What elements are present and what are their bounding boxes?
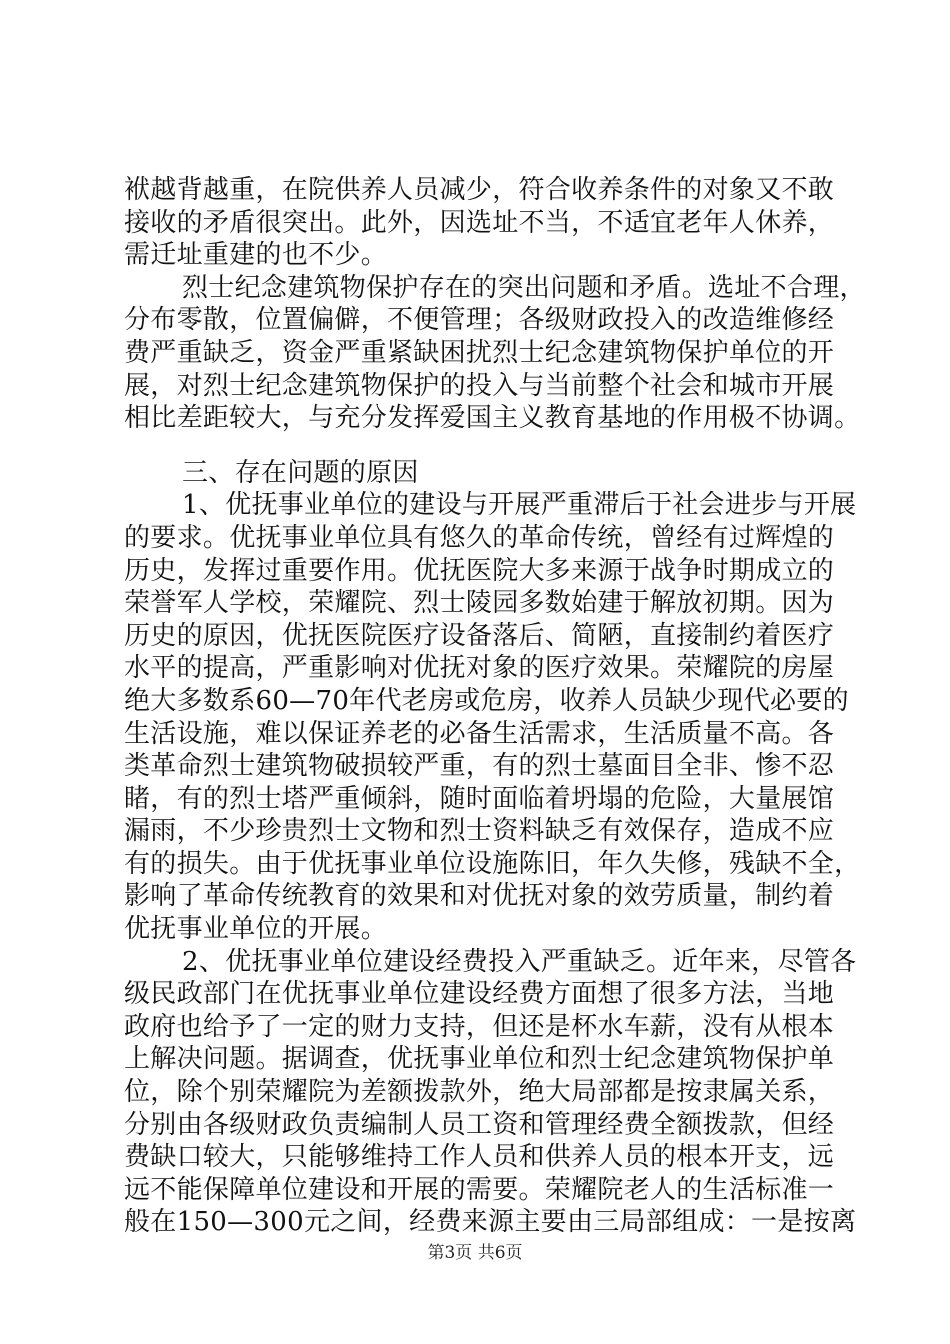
- text-line: 费严重缺乏，资金严重紧缺困扰烈士纪念建筑物保护单位的开: [124, 337, 835, 368]
- text-line: 袱越背越重，在院供养人员减少，符合收养条件的对象又不敢: [124, 175, 835, 205]
- paragraph-block-2: [124, 489, 861, 1239]
- text-line: 需迁址重建的也不少。: [124, 240, 388, 271]
- text-line: 相比差距较大，与充分发挥爱国主义教育基地的作用极不协调。: [124, 403, 861, 434]
- section-heading: 三、存在问题的原因: [182, 457, 419, 488]
- text-line: 接收的矛盾很突出。此外，因选址不当，不适宜老年人休养，: [124, 207, 835, 238]
- text-line: 生活设施，难以保证养老的必备生活需求，生活质量不高。各: [124, 718, 835, 749]
- text-line: 展，对烈士纪念建筑物保护的投入与当前整个社会和城市开展: [124, 370, 835, 401]
- text-line: 远不能保障单位建设和开展的需要。荣耀院老人的生活标准一: [124, 1174, 835, 1205]
- text-line: 历史，发挥过重要作用。优抚医院大多来源于战争时期成立的: [124, 555, 835, 586]
- text-line: 优抚事业单位的开展。: [124, 914, 388, 945]
- text-line: 1、优抚事业单位的建设与开展严重滞后于社会进步与开展: [182, 490, 857, 521]
- text-line: 分布零散，位置偏僻，不便管理；各级财政投入的改造维修经: [124, 305, 835, 336]
- text-line: 的要求。优抚事业单位具有悠久的革命传统，曾经有过辉煌的: [124, 522, 835, 553]
- page-footer: 第3页 共6页: [427, 1243, 523, 1263]
- text-line: 历史的原因，优抚医院医疗设备落后、简陋，直接制约着医疗: [124, 620, 835, 651]
- text-line: 位，除个别荣耀院为差额拨款外，绝大局部都是按隶属关系，: [124, 1077, 835, 1108]
- text-line: 影响了革命传统教育的效果和对优抚对象的效劳质量，制约着: [124, 881, 835, 912]
- text-line: 荣誉军人学校，荣耀院、烈士陵园多数始建于解放初期。因为: [124, 588, 835, 619]
- paragraph-gap: [124, 435, 844, 457]
- text-line: 上解决问题。据调查，优抚事业单位和烈士纪念建筑物保护单: [124, 1044, 835, 1075]
- text-line: 政府也给予了一定的财力支持，但还是杯水车薪，没有从根本: [124, 1011, 835, 1042]
- text-line: 有的损失。由于优抚事业单位设施陈旧，年久失修，残缺不全，: [124, 848, 861, 879]
- text-line: 费缺口较大，只能够维持工作人员和供养人员的根本开支，远: [124, 1142, 835, 1173]
- text-line: 般在150—300元之间，经费来源主要由三局部组成：一是按离: [124, 1207, 857, 1238]
- text-line: 级民政部门在优抚事业单位建设经费方面想了很多方法，当地: [124, 979, 835, 1010]
- text-line: 水平的提高，严重影响对优抚对象的医疗效果。荣耀院的房屋: [124, 653, 835, 684]
- text-line: 2、优抚事业单位建设经费投入严重缺乏。近年来，尽管各: [182, 946, 857, 977]
- text-line: 睹，有的烈士塔严重倾斜，随时面临着坍塌的危险，大量展馆: [124, 783, 835, 814]
- text-line: 漏雨，不少珍贵烈士文物和烈士资料缺乏有效保存，造成不应: [124, 816, 835, 847]
- text-line: 烈士纪念建筑物保护存在的突出问题和矛盾。选址不合理，: [182, 272, 866, 303]
- text-line: 绝大多数系60—70年代老房或危房，收养人员缺少现代必要的: [124, 685, 849, 716]
- paragraph-block-1: [124, 174, 866, 435]
- text-line: 类革命烈士建筑物破损较严重，有的烈士墓面目全非、惨不忍: [124, 751, 835, 782]
- document-body: [124, 174, 866, 1239]
- text-line: 分别由各级财政负责编制人员工资和管理经费全额拨款，但经: [124, 1109, 835, 1140]
